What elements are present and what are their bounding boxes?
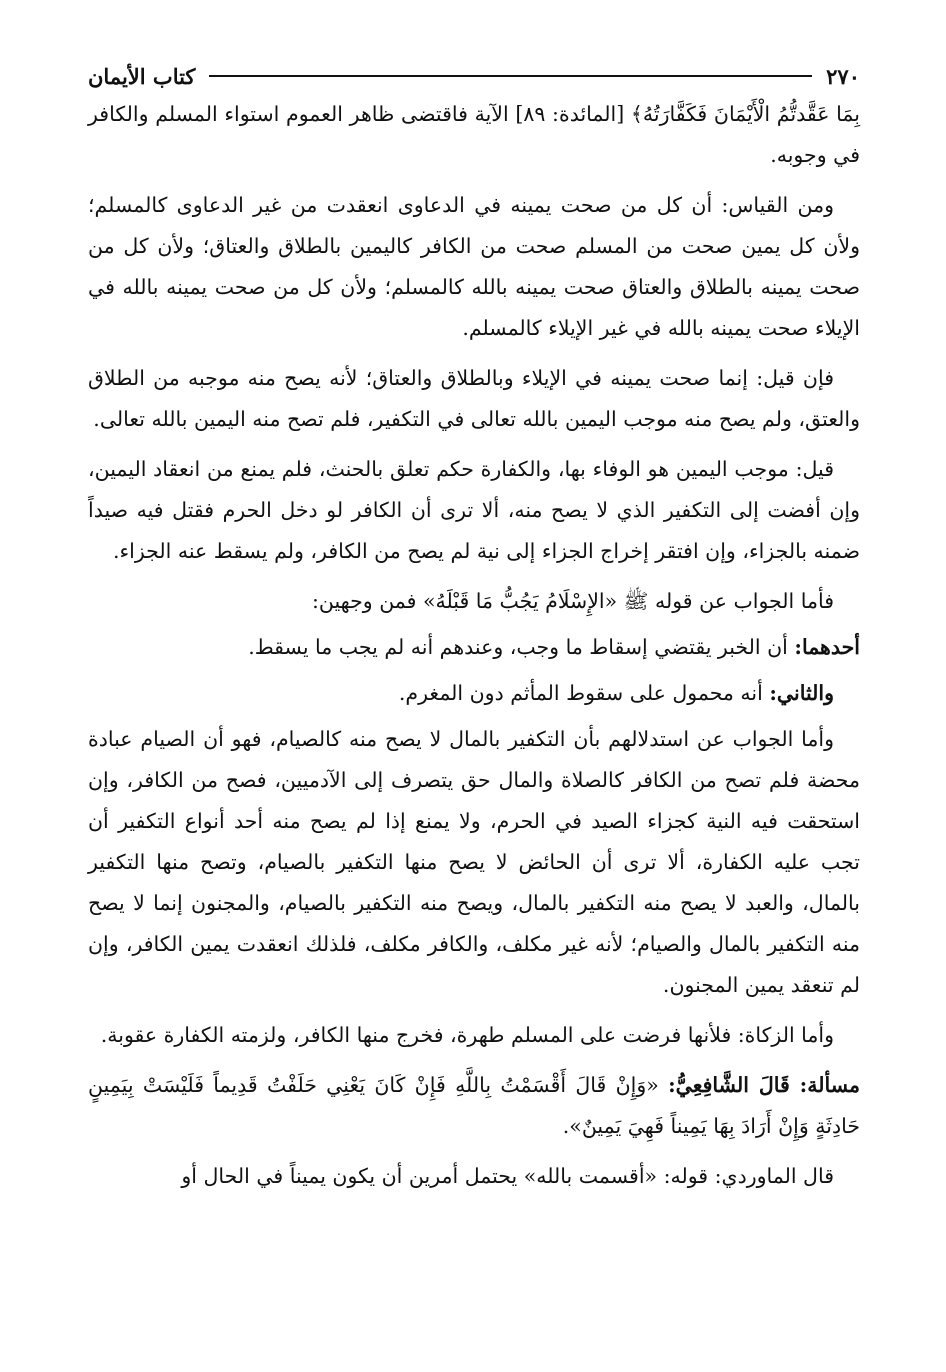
- paragraph-text: وأما الزكاة: فلأنها فرضت على المسلم طهرة، فخرج منها الكافر، ولزمته الكفارة عقوبة.: [100, 1023, 834, 1047]
- paragraph-second-aspect: [88, 673, 860, 719]
- book-title: كتاب الأيمان: [88, 63, 196, 89]
- paragraph-lead: أحدهما:: [794, 635, 860, 659]
- paragraph-text: بِمَا عَقَّدتُّمُ الْأَيْمَانَ فَكَفَّارَتُهُ﴾ [المائدة: ٨٩] الآية فاقتضى ظاهر العموم استواء المسلم والكافر في وجوبه.: [88, 102, 860, 167]
- header-rule: [209, 75, 812, 77]
- paragraph-lead: والثاني:: [769, 681, 834, 705]
- paragraph-text: أنه محمول على سقوط المأثم دون المغرم.: [398, 681, 763, 705]
- paragraph-mawardi: [88, 1156, 860, 1206]
- paragraph-qiyas: [88, 185, 860, 358]
- paragraph-text: وأما الجواب عن استدلالهم بأن التكفير بالمال لا يصح منه كالصيام، فهو أن الصيام عبادة محضة فلم تصح من الكافر كالصلاة والمال حق يتصرف إلى الآدميين، فصح من الكافر، وإن استحقت فيه النية كجزاء الصيد في الحرم، ولا يمنع إذا لم يصح منه أحد أنواع التكفير أن تجب عليه الكفارة، ألا ترى أن الحائض لا يصح منها التكفير بالصيام، وتصح منها التكفير بالمال، والعبد لا يصح منه التكفير بالمال، ويصح منه التكفير بالصيام، والمجنون إنما لا يصح منه التكفير بالمال والصيام؛ لأنه غير مكلف، والكافر مكلف، فلذلك انعقدت يمين الكافر، وإن لم تنعقد يمين المجنون.: [88, 727, 860, 997]
- paragraph-text: أن الخبر يقتضي إسقاط ما وجب، وعندهم أنه لم يجب ما يسقط.: [248, 635, 788, 659]
- paragraph-reply: [88, 449, 860, 581]
- paragraph-zakat: [88, 1015, 860, 1065]
- paragraph-first-aspect: [88, 627, 860, 673]
- paragraph-text: قيل: موجب اليمين هو الوفاء بها، والكفارة حكم تعلق بالحنث، فلم يمنع من انعقاد اليمين، وإن أفضت إلى التكفير الذي لا يصح منه، ألا ترى أن الكافر لو دخل الحرم فقتل فيه صيداً ضمنه بالجزاء، وإن افتقر إخراج الجزاء إلى نية لم يصح من الكافر، ولم يسقط عنه الجزاء.: [88, 457, 860, 563]
- page-number: ٢٧٠: [826, 63, 860, 89]
- paragraph-objection: [88, 358, 860, 449]
- page-header: [88, 58, 860, 94]
- paragraph-lead: مسألة: قَالَ الشَّافِعِيُّ:: [668, 1073, 860, 1097]
- paragraph-masala: [88, 1065, 860, 1156]
- paragraph-hadith-answer: [88, 581, 860, 627]
- paragraph-text: فأما الجواب عن قوله ﷺ «الإِسْلَامُ يَجُبُّ مَا قَبْلَهُ» فمن وجهين:: [311, 589, 834, 613]
- paragraph-expiation-answer: [88, 719, 860, 1015]
- paragraph-text: ومن القياس: أن كل من صحت يمينه في الدعاوى انعقدت من غير الدعاوى كالمسلم؛ ولأن كل يمين صحت من المسلم صحت من الكافر كاليمين بالطلاق والعتاق؛ ولأن كل من صحت يمينه بالطلاق والعتاق صحت يمينه بالله كالمسلم؛ ولأن كل من صحت يمينه بالله في الإيلاء صحت يمينه بالله في غير الإيلاء كالمسلم.: [88, 193, 860, 340]
- paragraph-text: فإن قيل: إنما صحت يمينه في الإيلاء وبالطلاق والعتاق؛ لأنه يصح منه موجبه من الطلاق والعتق، ولم يصح منه موجب اليمين بالله تعالى في التكفير، فلم تصح منه اليمين بالله تعالى.: [88, 366, 860, 431]
- paragraph-verse-continuation: [88, 94, 860, 185]
- paragraph-text: «وَإِنْ قَالَ أَقْسَمْتُ بِاللَّهِ فَإِنْ كَانَ يَعْنِي حَلَفْتُ قَدِيماً فَلَيْسَتْ بِيَمِينٍ حَادِثَةٍ وَإِنْ أَرَادَ بِهَا يَمِيناً فَهِيَ يَمِينٌ».: [88, 1073, 860, 1138]
- paragraph-text: قال الماوردي: قوله: «أقسمت بالله» يحتمل أمرين أن يكون يميناً في الحال أو: [181, 1164, 834, 1188]
- page-body: [88, 58, 860, 1206]
